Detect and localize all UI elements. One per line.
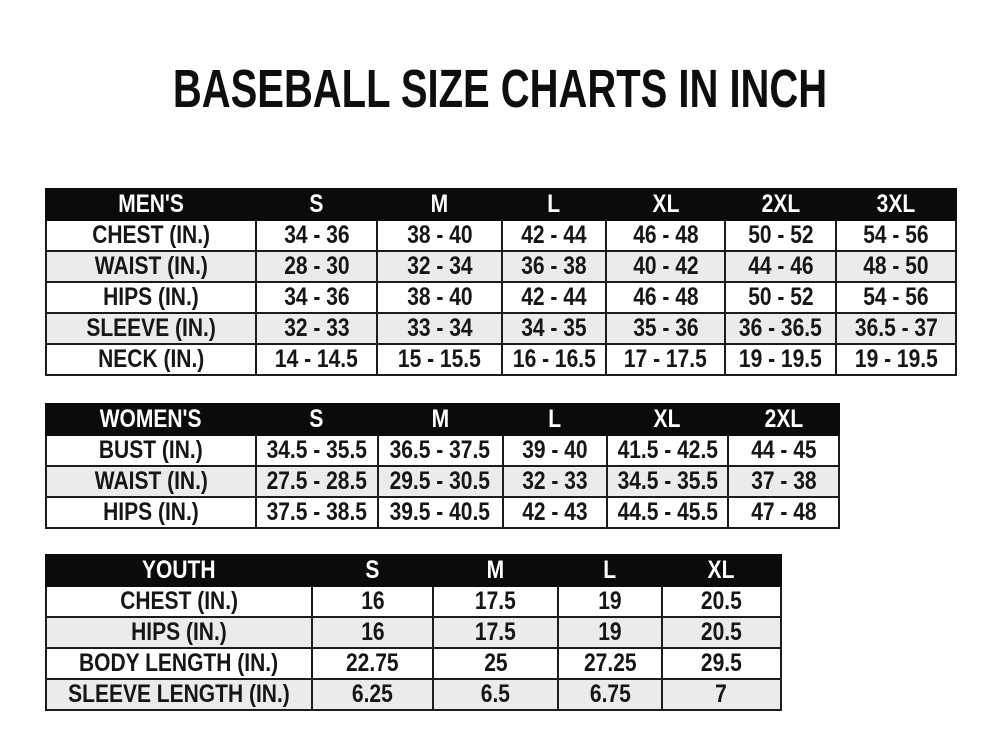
row-label-cell: HIPS (IN.)	[46, 617, 312, 648]
row-label-cell: HIPS (IN.)	[46, 282, 256, 313]
size-cell: 42 - 44	[502, 282, 606, 313]
size-cell: 44 - 45	[728, 435, 839, 466]
size-cell: 17.5	[433, 617, 558, 648]
size-cell: 27.5 - 28.5	[256, 466, 378, 497]
col-header-cell: M	[433, 555, 558, 586]
col-header-cell: L	[558, 555, 662, 586]
size-cell: 47 - 48	[728, 497, 839, 528]
size-cell: 39.5 - 40.5	[378, 497, 503, 528]
table-row	[46, 586, 781, 617]
size-cell: 39 - 40	[503, 435, 607, 466]
col-header-cell: L	[502, 189, 606, 220]
youth-header-row	[46, 555, 781, 586]
col-header-cell: S	[312, 555, 433, 586]
size-cell: 36 - 38	[502, 251, 606, 282]
size-cell: 20.5	[662, 586, 781, 617]
size-cell: 32 - 34	[377, 251, 502, 282]
size-cell: 37.5 - 38.5	[256, 497, 378, 528]
size-cell: 19	[558, 617, 662, 648]
col-header-cell: 2XL	[728, 404, 839, 435]
size-cell: 38 - 40	[377, 220, 502, 251]
size-cell: 42 - 43	[503, 497, 607, 528]
size-cell: 16	[312, 617, 433, 648]
row-label-cell: BUST (IN.)	[46, 435, 256, 466]
size-cell: 36 - 36.5	[725, 313, 836, 344]
size-cell: 34 - 36	[256, 282, 377, 313]
size-cell: 17 - 17.5	[606, 344, 725, 375]
row-label-cell: CHEST (IN.)	[46, 586, 312, 617]
table-row	[46, 617, 781, 648]
col-header-cell: S	[256, 404, 378, 435]
size-cell: 20.5	[662, 617, 781, 648]
size-cell: 33 - 34	[377, 313, 502, 344]
size-cell: 15 - 15.5	[377, 344, 502, 375]
size-cell: 34 - 35	[502, 313, 606, 344]
col-header-cell: M	[377, 189, 502, 220]
size-cell: 38 - 40	[377, 282, 502, 313]
womens-size-table	[45, 403, 840, 529]
size-cell: 19 - 19.5	[725, 344, 836, 375]
col-header-cell: 3XL	[836, 189, 956, 220]
size-cell: 36.5 - 37.5	[378, 435, 503, 466]
size-cell: 44.5 - 45.5	[607, 497, 729, 528]
size-cell: 34 - 36	[256, 220, 377, 251]
size-cell: 6.25	[312, 679, 433, 710]
col-header-cell: XL	[662, 555, 781, 586]
size-cell: 46 - 48	[606, 220, 725, 251]
table-row	[46, 466, 839, 497]
size-cell: 25	[433, 648, 558, 679]
size-cell: 6.5	[433, 679, 558, 710]
col-header-cell: MEN'S	[46, 189, 256, 220]
size-cell: 29.5 - 30.5	[378, 466, 503, 497]
size-cell: 6.75	[558, 679, 662, 710]
table-row	[46, 497, 839, 528]
page-title: BASEBALL SIZE CHARTS IN INCH	[172, 59, 828, 119]
womens-header-row	[46, 404, 839, 435]
col-header-cell: WOMEN'S	[46, 404, 256, 435]
size-cell: 32 - 33	[256, 313, 377, 344]
size-cell: 19 - 19.5	[836, 344, 956, 375]
table-row	[46, 435, 839, 466]
mens-size-table	[45, 188, 957, 376]
col-header-cell: XL	[606, 189, 725, 220]
size-cell: 14 - 14.5	[256, 344, 377, 375]
size-cell: 22.75	[312, 648, 433, 679]
size-cell: 29.5	[662, 648, 781, 679]
size-cell: 44 - 46	[725, 251, 836, 282]
size-cell: 34.5 - 35.5	[607, 466, 729, 497]
col-header-cell: L	[503, 404, 607, 435]
size-cell: 36.5 - 37	[836, 313, 956, 344]
table-row	[46, 220, 956, 251]
table-row	[46, 251, 956, 282]
size-cell: 27.25	[558, 648, 662, 679]
size-cell: 7	[662, 679, 781, 710]
size-cell: 34.5 - 35.5	[256, 435, 378, 466]
table-row	[46, 344, 956, 375]
table-row	[46, 679, 781, 710]
size-cell: 37 - 38	[728, 466, 839, 497]
size-cell: 35 - 36	[606, 313, 725, 344]
size-cell: 16 - 16.5	[502, 344, 606, 375]
size-cell: 46 - 48	[606, 282, 725, 313]
table-row	[46, 313, 956, 344]
row-label-cell: WAIST (IN.)	[46, 251, 256, 282]
size-cell: 32 - 33	[503, 466, 607, 497]
row-label-cell: WAIST (IN.)	[46, 466, 256, 497]
size-cell: 48 - 50	[836, 251, 956, 282]
size-cell: 42 - 44	[502, 220, 606, 251]
table-row	[46, 648, 781, 679]
col-header-cell: YOUTH	[46, 555, 312, 586]
col-header-cell: S	[256, 189, 377, 220]
size-cell: 17.5	[433, 586, 558, 617]
youth-size-table	[45, 554, 782, 711]
col-header-cell: M	[378, 404, 503, 435]
row-label-cell: SLEEVE LENGTH (IN.)	[46, 679, 312, 710]
col-header-cell: XL	[607, 404, 729, 435]
row-label-cell: SLEEVE (IN.)	[46, 313, 256, 344]
row-label-cell: CHEST (IN.)	[46, 220, 256, 251]
mens-header-row	[46, 189, 956, 220]
row-label-cell: BODY LENGTH (IN.)	[46, 648, 312, 679]
size-cell: 54 - 56	[836, 282, 956, 313]
row-label-cell: HIPS (IN.)	[46, 497, 256, 528]
size-cell: 19	[558, 586, 662, 617]
table-row	[46, 282, 956, 313]
size-cell: 50 - 52	[725, 282, 836, 313]
row-label-cell: NECK (IN.)	[46, 344, 256, 375]
size-cell: 16	[312, 586, 433, 617]
size-cell: 28 - 30	[256, 251, 377, 282]
col-header-cell: 2XL	[725, 189, 836, 220]
size-cell: 50 - 52	[725, 220, 836, 251]
size-cell: 54 - 56	[836, 220, 956, 251]
size-cell: 40 - 42	[606, 251, 725, 282]
size-cell: 41.5 - 42.5	[607, 435, 729, 466]
